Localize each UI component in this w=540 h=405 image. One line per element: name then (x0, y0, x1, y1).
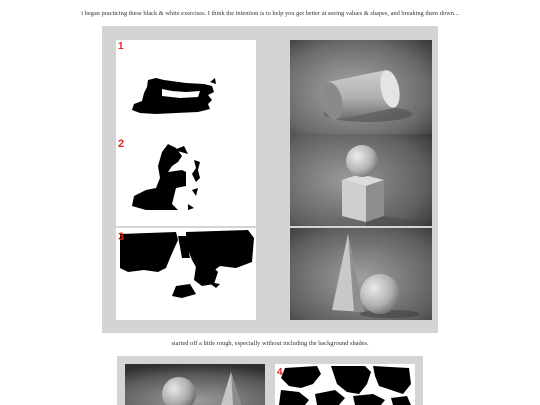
exercise-number-1: 1 (118, 41, 124, 52)
exercise-panel (102, 26, 438, 333)
sketch-3-cone-sphere (116, 228, 256, 320)
photo-2-sphere-cube (290, 134, 432, 226)
exercise-number-3: 3 (118, 231, 125, 243)
photo-3-cone-sphere (290, 228, 432, 320)
intro-caption: i began practicing these black & white exercises. I think the intention is to help you get better at seeing values & shapes, and breaking them down... (81, 10, 459, 17)
photo-4-sphere-cone (125, 364, 265, 405)
sketch-2-sphere-cube (116, 134, 256, 226)
exercise-number-2: 2 (118, 138, 125, 150)
middle-caption: started off a little rough, especially without including the background shades. (171, 340, 369, 347)
sketch-4-sphere-cone (275, 364, 415, 405)
photo-1-cylinder (290, 40, 432, 134)
exercise-panel-2 (117, 356, 423, 405)
sketch-1-cylinder (116, 40, 256, 134)
exercise-number-4: 4 (277, 367, 283, 378)
